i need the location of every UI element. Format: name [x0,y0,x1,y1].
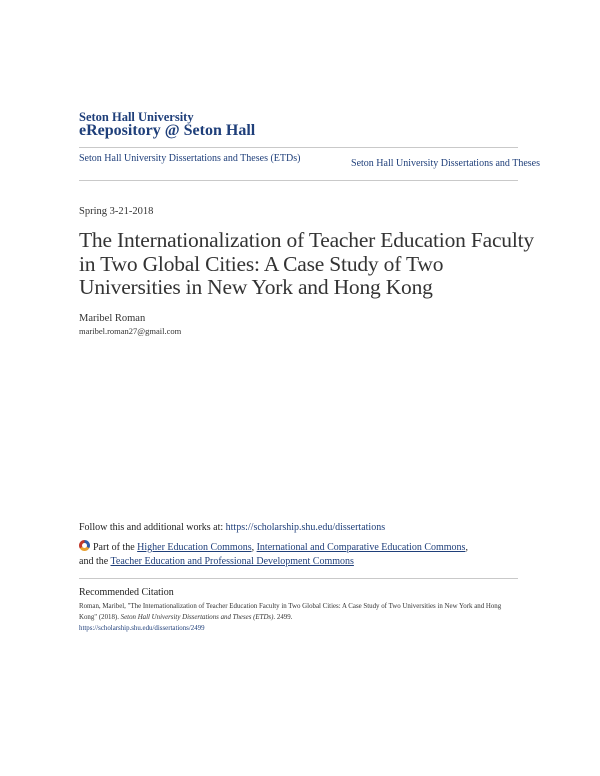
header-rule-top [79,147,518,148]
citation-series: Seton Hall University Dissertations and Theses (ETDs) [120,614,274,621]
citation-rule [79,578,518,579]
international-comparative-education-commons-link[interactable]: International and Comparative Education Commons [256,542,466,553]
collection-link-right[interactable]: Seton Hall University Dissertations and Theses [351,158,540,169]
follow-line [79,522,549,533]
citation-number: . 2499. [273,614,293,621]
author-email: maribel.roman27@gmail.com [79,326,182,336]
citation-heading: Recommended Citation [79,587,174,598]
citation-text: Roman, Maribel, "The Internationalization of Teacher Education Faculty in Two Global Cities: A Case Study of Two Universities in New York and Hong Kong" (2018). [79,603,502,621]
part-of-and-the: and the [79,556,111,567]
follow-prefix: Follow this and additional works at: [79,522,226,533]
dissertations-url-link[interactable]: https://scholarship.shu.edu/dissertations [225,522,386,533]
bepress-commons-icon [79,540,90,551]
author-name: Maribel Roman [79,313,146,324]
collection-link-left[interactable]: Seton Hall University Dissertations and Theses (ETDs) [79,153,301,164]
part-of-prefix: Part of the [93,542,138,553]
citation-url-link[interactable]: https://scholarship.shu.edu/dissertations/2499 [79,625,205,632]
citation-body [79,601,519,634]
publication-date: Spring 3-21-2018 [79,206,154,217]
part-of-block [79,540,549,569]
higher-education-commons-link[interactable]: Higher Education Commons [137,542,252,553]
institution-name: Seton Hall University [79,110,194,124]
teacher-education-commons-link[interactable]: Teacher Education and Professional Development Commons [110,556,354,567]
part-of-separator-1: , [251,542,257,553]
repository-name: eRepository @ Seton Hall [79,122,256,139]
part-of-separator-2: , [465,542,468,553]
header-rule-bottom [79,180,518,181]
document-title: The Internationalization of Teacher Education Faculty in Two Global Cities: A Case Study of Two Universities in New York and Hong Kong [79,228,534,299]
